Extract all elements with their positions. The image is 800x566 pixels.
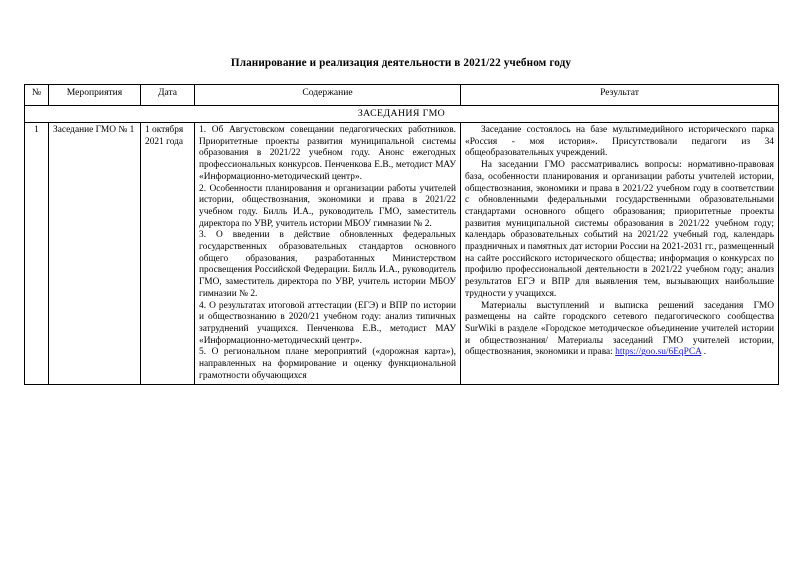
content-item: 3. О введении в действие обновленных федеральных государственных образовательных стандартов основного общего образования, разработанных Министерством просвещения Российской Федерации. Билль И.А., руководитель ГМО, заместитель директора по УВР, учитель истории МБОУ гимназии № 2. bbox=[199, 230, 456, 299]
result-paragraph-suffix: . bbox=[701, 347, 707, 358]
table-header bbox=[25, 85, 779, 106]
result-paragraph: Заседание состоялось на базе мультимедийного исторического парка «Россия - моя история». Присутствовали педагоги из 34 общеобразовательных учреждений. bbox=[465, 125, 774, 159]
page-title: Планирование и реализация деятельности в 2021/22 учебном году bbox=[230, 57, 572, 69]
content-item: 5. О региональном плане мероприятий («дорожная карта»), направленных на формирование и оценку функциональной грамотности обучающихся bbox=[199, 347, 456, 381]
table-header-row bbox=[25, 85, 779, 106]
column-header-content: Содержание bbox=[195, 85, 461, 106]
result-paragraph-with-link bbox=[465, 301, 774, 360]
cell-content bbox=[195, 123, 461, 385]
section-title-zasedaniya-gmo: ЗАСЕДАНИЯ ГМО bbox=[25, 106, 779, 123]
column-header-date: Дата bbox=[141, 85, 195, 106]
result-paragraph-prefix: Материалы выступлений и выписка решений заседания ГМО размещены на сайте городского сетевого педагогического сообщества SurWiki в разделе «Городское методическое объединение учителей истории и обществознания/ Материалы заседаний ГМО учителей истории, обществознания, экономики и права: bbox=[465, 300, 774, 358]
section-header-row bbox=[25, 106, 779, 123]
surwiki-materials-link[interactable]: https://goo.su/6EqPCA bbox=[615, 347, 702, 358]
result-paragraph: На заседании ГМО рассматривались вопросы: нормативно-правовая база, особенности планирования и организации работы учителей истории, обществознания, экономики и права в 2021/22 учебном году в соответствии с обновленными федеральными государственными образовательными стандартами основного общего образования; приоритетные проекты развития муниципальной системы образования в 2021/22 учебном году; календарь образовательных событий на 2021/22 учебный год, календарь праздничных и памятных дат истории России на 2021-2031 гг., размещенный на сайте российского исторического общества; информация о конкурсах по профилю профессиональной деятельности в 2021/22 учебном году; анализ результатов ЕГЭ и ВПР для выявления тем, вызывающих наибольшие трудности у учащихся. bbox=[465, 160, 774, 299]
column-header-number: № bbox=[25, 85, 49, 106]
column-header-event: Мероприятия bbox=[49, 85, 141, 106]
content-item-list bbox=[199, 125, 456, 382]
content-item: 1. Об Августовском совещании педагогических работников. Приоритетные проекты развития муниципальной системы образования в 2021/22 учебном году. Анонс ежегодных профессиональных конкурсов. Пенченкова Е.В., методист МАУ «Информационно-методический центр». bbox=[199, 125, 456, 182]
content-item: 2. Особенности планирования и организации работы учителей истории, обществознания, экономики и права в 2021/22 учебном году. Билль И.А., руководитель ГМО, заместитель директора по УВР, учитель истории МБОУ гимназии № 2. bbox=[199, 183, 456, 229]
cell-event-name: Заседание ГМО № 1 bbox=[49, 123, 141, 385]
cell-result bbox=[461, 123, 779, 385]
cell-row-number: 1 bbox=[25, 123, 49, 385]
table-row bbox=[25, 123, 779, 385]
cell-event-date: 1 октября 2021 года bbox=[141, 123, 195, 385]
planning-table bbox=[24, 84, 779, 385]
column-header-result: Результат bbox=[461, 85, 779, 106]
table-body bbox=[25, 106, 779, 385]
content-item: 4. О результатах итоговой аттестации (ЕГЭ) и ВПР по истории и обществознанию в 2020/21 учебном году: анализ типичных затруднений учащихся. Пенченкова Е.В., методист МАУ «Информационно-методический центр». bbox=[199, 300, 456, 346]
